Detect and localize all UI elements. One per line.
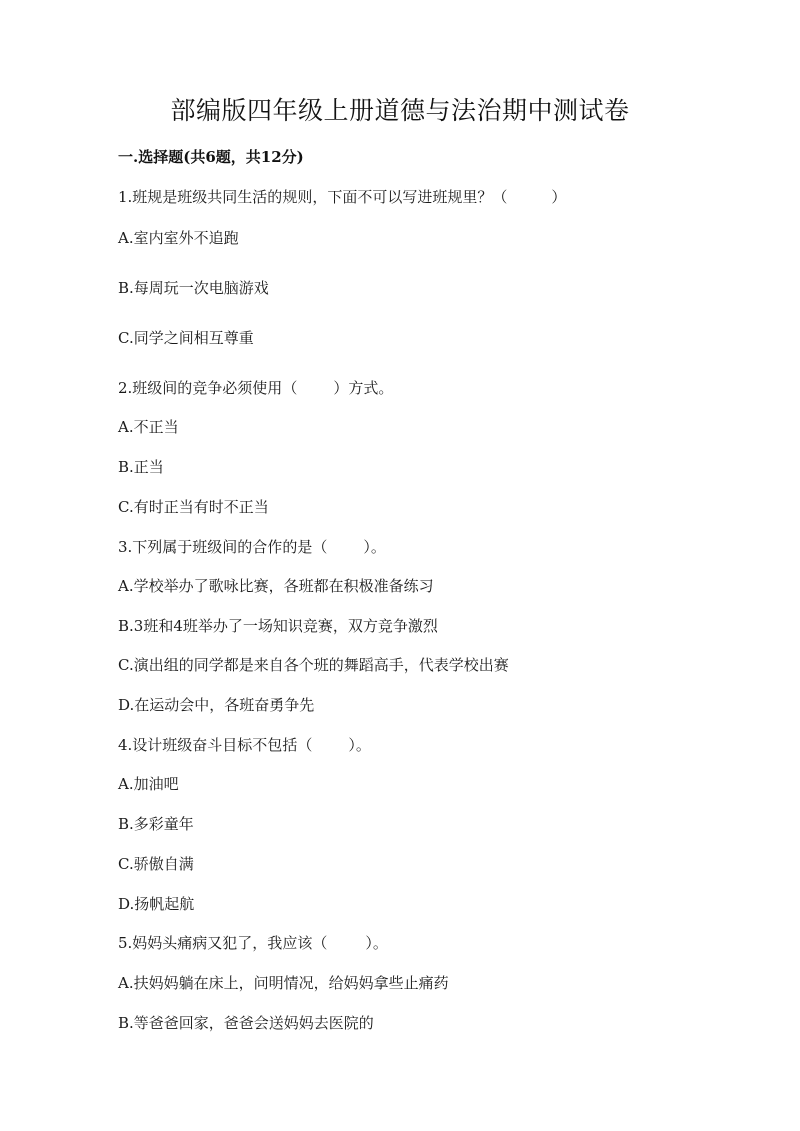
question-2-stem — [118, 376, 393, 400]
question-1-option-b: B.每周玩一次电脑游戏 — [118, 279, 269, 297]
question-stem-text: 1.班规是班级共同生活的规则，下面不可以写进班规里？（ — [118, 188, 508, 206]
question-1-option-a: A.室内室外不追跑 — [118, 229, 239, 247]
question-4-option-d: D.扬帆起航 — [118, 895, 195, 913]
question-5-option-b: B.等爸爸回家，爸爸会送妈妈去医院的 — [118, 1014, 374, 1032]
question-3-stem — [118, 535, 386, 559]
question-1-stem — [118, 185, 566, 209]
question-stem-text: ）。 — [365, 934, 388, 952]
question-5-option-a: A.扶妈妈躺在床上，问明情况，给妈妈拿些止痛药 — [118, 974, 449, 992]
question-5-stem — [118, 931, 388, 955]
question-2-option-c: C.有时正当有时不正当 — [118, 498, 269, 516]
question-2-option-b: B.正当 — [118, 458, 164, 476]
question-stem-text: 4.设计班级奋斗目标不包括（ — [118, 736, 313, 754]
section-heading: 一.选择题(共6题，共12分) — [118, 148, 304, 166]
question-3-option-c: C.演出组的同学都是来自各个班的舞蹈高手，代表学校出赛 — [118, 656, 509, 674]
question-2-option-a: A.不正当 — [118, 418, 179, 436]
question-stem-text: 3.下列属于班级间的合作的是（ — [118, 538, 328, 556]
question-3-option-a: A.学校举办了歌咏比赛，各班都在积极准备练习 — [118, 577, 434, 595]
question-4-option-b: B.多彩童年 — [118, 815, 194, 833]
question-stem-text: ） — [551, 188, 567, 206]
question-3-option-d: D.在运动会中，各班奋勇争先 — [118, 696, 315, 714]
question-stem-text: ）方式。 — [333, 379, 394, 397]
question-stem-text: 2.班级间的竞争必须使用（ — [118, 379, 298, 397]
question-stem-text: ）。 — [363, 538, 386, 556]
question-4-option-c: C.骄傲自满 — [118, 855, 194, 873]
question-3-option-b: B.3班和4班举办了一场知识竞赛，双方竞争激烈 — [118, 617, 438, 635]
question-stem-text: ）。 — [348, 736, 371, 754]
question-stem-text: 5.妈妈头痛病又犯了，我应该（ — [118, 934, 328, 952]
question-1-option-c: C.同学之间相互尊重 — [118, 329, 254, 347]
question-4-option-a: A.加油吧 — [118, 775, 179, 793]
page-title: 部编版四年级上册道德与法治期中测试卷 — [170, 96, 630, 125]
question-4-stem — [118, 733, 371, 757]
